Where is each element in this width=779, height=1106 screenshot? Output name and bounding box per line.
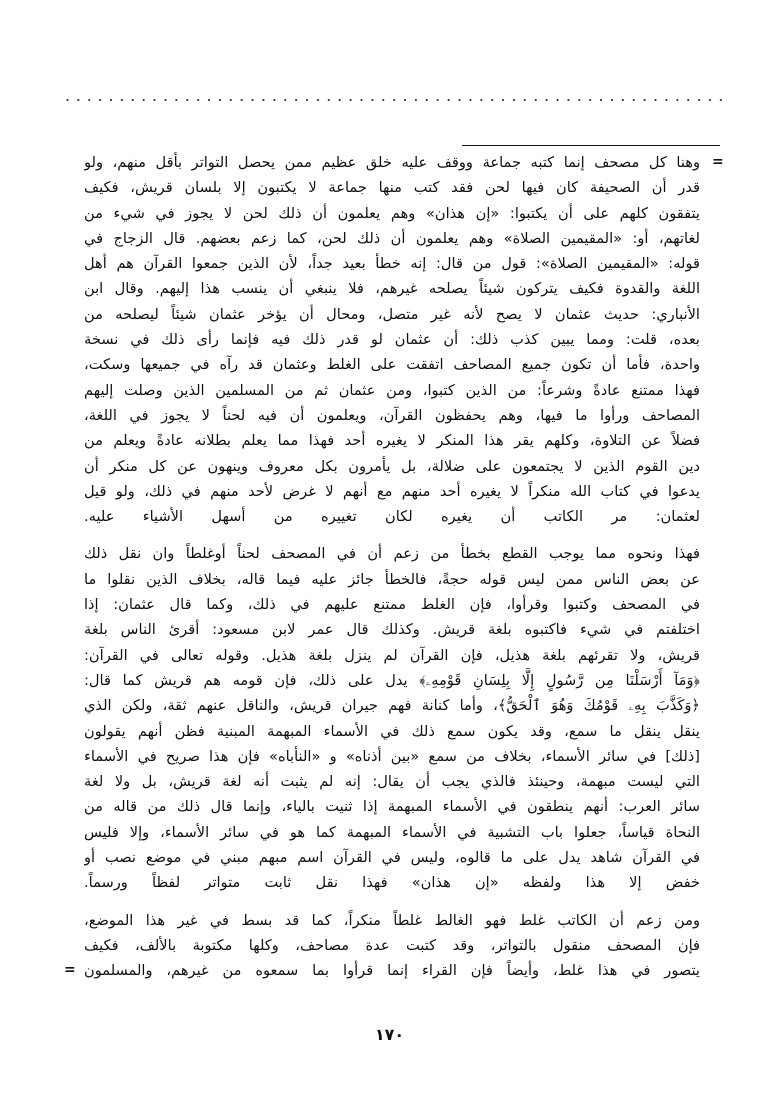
text-line: ومن زعم أن الكاتب غلط فهو الغالط غلطاً منكراً، كما قد بسط في غير هذا الموضع،: [84, 911, 700, 929]
text-line: الأنباري: حديث عثمان لا يصح لأنه غير متصل، ومحال أن يؤخر عثمان شيئاً ليصلحه من: [84, 305, 700, 323]
body-text: [84, 150, 700, 996]
text-line: قدر أن الصحيفة كان فيها لحن فقد كتب منها جماعة لا يكتبون إلا بلسان قريش، فكيف: [84, 179, 700, 197]
text-line: يتصور في هذا غلط، وأيضاً فإن القراء إنما قرأوا بما سمعوه من غيرهم، والمسلمون: [84, 962, 700, 980]
paragraph-1: [84, 150, 700, 529]
text-line: دين القوم الذين لا يجتمعون على ضلالة، بل يأمرون بكل معروف وينهون عن كل منكر أن: [84, 457, 700, 475]
text-line: في القرآن شاهد يدل على ما قالوه، وليس في القرآن اسم مبهم مبني في موضع نصب أو: [84, 849, 700, 867]
text-line: فضلاً عن التلاوة، وكلهم يقر هذا المنكر لا يغيره أحد فهذا مما يعلم بطلانه عادةً ويعلم من: [84, 432, 700, 450]
text-line: فإن المصحف منقول بالتواتر، وقد كتبت عدة مصاحف، وكلها مكتوبة بالألف، فكيف: [84, 936, 700, 954]
text-line: اللغة والقدوة فكيف يتركون شيئاً يصلحه غيرهم، فلا ينبغي أن ينسب هذا إليهم. وقال ابن: [84, 280, 700, 298]
header-dotted-rule: [62, 96, 722, 104]
text-line: يدعوا في كتاب الله منكراً لا يغيره أحد منهم مع أنهم لا غرض لأحد منهم في ذلك، ولو قيل: [84, 482, 700, 500]
text-line: خفض إلا هذا ولفظه «إن هذان» فهذا نقل ثابت متواتر لفظاً ورسماً.: [84, 874, 700, 892]
text-line: [ذلك] في سائر الأسماء، بخلاف من سمع «بين أذناه» و «النأباه» فإن هذا صريح في الأسماء: [84, 747, 700, 765]
text-line: التي ليست مبهمة، وحينئذ فالذي يجب أن يقال: إنه لم يثبت أنه لغة قريش، بل ولا لغة: [84, 773, 700, 791]
paragraph-2: [84, 541, 700, 895]
text-line: واحدة، فأما أن تكون جميع المصاحف اتفقت على الغلط وعثمان قد رآه في جميعها وسكت،: [84, 356, 700, 374]
text-line: ﴿وَكَذَّبَ بِهِۦ قَوْمُكَ وَهُوَ ٱلْحَقُّ﴾، وأما كنانة فهم جيران قريش، والناقل عنهم ثقة، ولكن الذي: [84, 697, 700, 715]
text-line: اختلفتم في شيء فاكتبوه بلغة قريش. وكذلك قال عمر لابن مسعود: أقرئ الناس بلغة: [84, 621, 700, 639]
text-line: يتفقون كلهم على أن يكتبوا: «إن هذان» وهم يعلمون أن ذلك لحن لا يجوز في شيء من: [84, 204, 700, 222]
text-line: بعده، قلت: ومما يبين كذب ذلك: أن عثمان لو قدر ذلك فيه فإنما رأى ذلك في نسخة: [84, 331, 700, 349]
continuation-marker-end: =: [64, 962, 76, 979]
paragraph-3: [84, 908, 700, 984]
text-line: فهذا ونحوه مما يوجب القطع بخطأ من زعم أن في المصحف لحناً أوغلطاً وان نقل ذلك: [84, 545, 700, 563]
text-line: فهذا ممتنع عادةً وشرعاً: من الذين كتبوا، ومن عثمان ثم من المسلمين الذين وصلت إليهم: [84, 381, 700, 399]
text-line: ﴿وَمَآ أَرْسَلْنَا مِن رَّسُولٍ إِلَّا بِلِسَانِ قَوْمِهِۦ﴾ يدل على ذلك، فإن قومه هم قريش كما قال:: [84, 671, 700, 689]
footnote-separator-rule: [462, 145, 720, 146]
text-line: سائر العرب: أنهم ينطقون في الأسماء المبهمة إذا ثنيت بالياء، وإنما قال ذلك من قاله من: [84, 798, 700, 816]
text-line: عن بعض الناس ممن ليس قوله حجةً، فالخطأ جائز عليه فيما قاله، بخلاف الذين نقلوا ما: [84, 570, 700, 588]
text-line: المصاحف ورأوا ما فيها، وهم يحفظون القرآن، ويعلمون أن فيه لحناً لا يجوز في اللغة،: [84, 406, 700, 424]
text-line: النحاة قياساً، جعلوا باب التشبية في الأسماء المبهمة كما هو في سائر الأسماء، وإلا فليس: [84, 823, 700, 841]
text-line: لغاتهم، أو: «المقيمين الصلاة» وهم يعلمون أن ذلك لحن، كما زعم بعضهم. قال الزجاج في: [84, 229, 700, 247]
text-line: ينقل ينقل ما سمع، وقد يكون سمع ذلك في الأسماء المبهمة المبنية فظن أنهم يقولون: [84, 722, 700, 740]
text-line: لعثمان: مر الكاتب أن يغيره لكان تغييره من أسهل الأشياء عليه.: [84, 508, 700, 526]
page-number: ١٧٠: [374, 1025, 405, 1044]
continuation-marker-start: =: [712, 154, 724, 170]
text-line: وهنا كل مصحف إنما كتبه جماعة ووقف عليه خلق عظيم ممن يحصل التواتر بأقل منهم، ولو: [84, 154, 700, 171]
text-line: قوله: «المقيمين الصلاة»: قول من قال: إنه خطأ بعيد جداً، لأن الذين جمعوا القرآن هم أهل: [84, 255, 700, 273]
text-line: في المصحف وكتبوا وقرأوا، فإن الغلط ممتنع عليهم في ذلك، وكما قال عثمان: إذا: [84, 596, 700, 614]
text-line: قريش، ولا تقرئهم بلغة هذيل، فإن القرآن لم ينزل بلغة هذيل. وقوله تعالى في القرآن:: [84, 646, 700, 664]
